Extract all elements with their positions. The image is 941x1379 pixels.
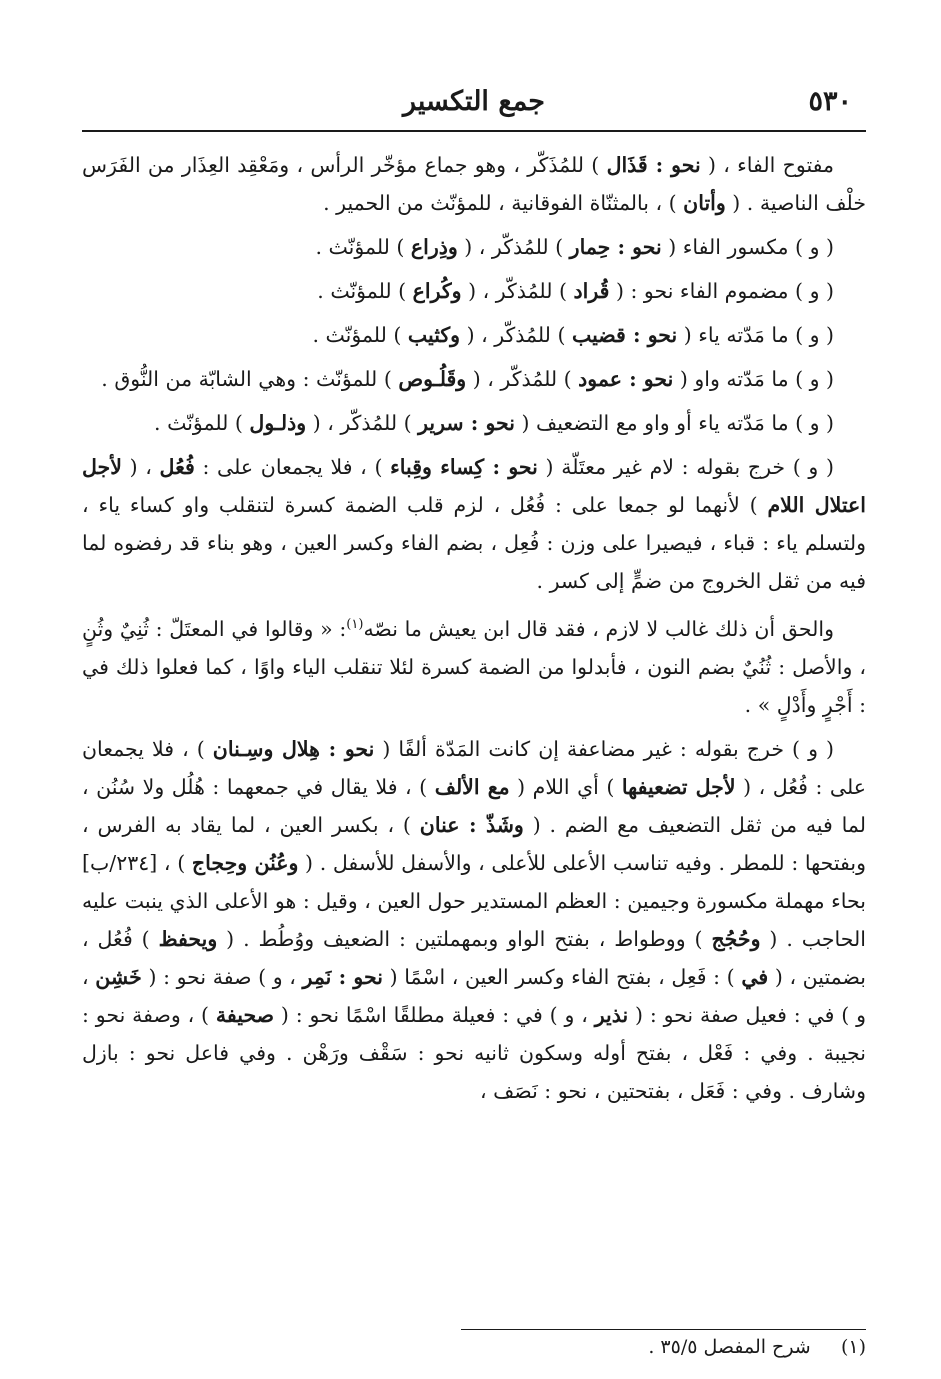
text-run: ( و ) خرج بقوله : غير مضاعفة إن كانت المَدّة ألفًا ( xyxy=(374,736,835,761)
paragraph xyxy=(82,316,866,354)
text-run: ) للمؤنّث . xyxy=(154,411,250,435)
paragraph xyxy=(82,228,866,266)
bold-text: نحو : هِلال وسِـنان xyxy=(212,736,375,761)
text-run: ( و ) ما مَدّته واو ( xyxy=(673,367,834,391)
bold-text: نذير xyxy=(594,1002,629,1027)
bold-text: في xyxy=(741,964,769,989)
text-run: ) أي اللام ( xyxy=(509,774,622,799)
bold-text: نحو : عمود xyxy=(578,367,674,391)
bold-text: ويحفظ xyxy=(158,926,218,951)
paragraph xyxy=(82,272,866,310)
text-run: ) ، فلا يقال في جمعهما : هُلُل ولا سُنُن ، لما فيه من ثقل التضعيف مع الضم . ( xyxy=(82,774,866,837)
text-run: ) للمُذكّر ، ( xyxy=(466,367,579,391)
bold-text: نحو : حِمار xyxy=(569,235,662,259)
paragraph xyxy=(82,448,866,600)
paragraph xyxy=(82,360,866,398)
text-run: ) للمُذكّر ، ( xyxy=(460,323,572,347)
text-run: ) للمُذكّر ، ( xyxy=(457,235,570,259)
text-run: ) لأنهما لو جمعا على : فُعُل ، لزم قلب الضمة كسرة لتنقلب واو كساء ياء ، ولتسلم ياء : قباء ، فيصيرا على وزن : فُعِل ، بضم الفاء وكسر العين ، وهو بناء قد رفضوه لما فيه من ثقل الخروج من ضمٍّ إلى كسر . xyxy=(82,493,866,593)
text-run: ) للمُذكّر ، ( xyxy=(306,411,419,435)
bold-text: وحُجُج xyxy=(711,926,761,951)
bold-text: فُعُل xyxy=(159,455,195,479)
text-run: ( و ) خرج بقوله : لام غير معتَلّة ( xyxy=(537,455,834,479)
text-run: ، و ) في : فعيل صفة نحو : ( xyxy=(82,964,866,1027)
text-run: ) فُعُل ، بضمتين ، ( xyxy=(82,926,866,989)
bold-text: نحو : قضيب xyxy=(571,323,678,347)
footnote xyxy=(82,1336,866,1358)
text-run: ) : فَعِل ، بفتح الفاء وكسر العين ، اسْمًا ( xyxy=(382,964,742,989)
text-run: ) للمؤنّث . xyxy=(312,323,408,347)
bold-text: نحو : كِساء وقِباء xyxy=(390,455,538,479)
paragraph xyxy=(82,146,866,222)
text-run: : « وقالوا في المعتَلّ : ثُنِيٌ وثُنٍ ، والأصل : ثُنُيٌ بضم النون ، فأبدلوا من الضمة كسرة لئلا تنقلب الياء واوًا ، كما فعلوا ذلك في : أَجْرٍ وأَدْلٍ » . xyxy=(82,616,866,717)
bold-text: وقَلُـوص xyxy=(398,367,467,391)
text-run: ) ، بكسر العين ، لما يقاد به الفرس ، وبفتحها : للمطر . وفيه تناسب الأعلى للأعلى ، والأسفل للأسفل . ( xyxy=(82,812,867,875)
page-header xyxy=(82,82,866,132)
document-page xyxy=(82,82,867,1358)
text-run: ) ، بالمثنّاة الفوقانية ، للمؤنّث من الحمير . xyxy=(323,191,684,215)
text-run: ( و ) مضموم الفاء نحو : ( xyxy=(609,279,834,303)
text-run: ، و ) صفة نحو : ( xyxy=(141,964,303,989)
bold-text: وذِراع xyxy=(410,235,458,259)
paragraph xyxy=(82,730,866,1110)
bold-text: وأتان xyxy=(683,191,726,215)
bold-text: وعُنُن وحِجاج xyxy=(191,850,299,875)
footnote-rule xyxy=(461,1329,866,1330)
text-run: ( و ) ما مَدّته ياء ( xyxy=(677,323,834,347)
main-text xyxy=(82,146,866,1110)
bold-text: وذلـول xyxy=(249,411,307,435)
text-run: ) ، فلا يجمعان على : xyxy=(194,455,391,479)
bold-text: وكثيب xyxy=(407,323,461,347)
text-run: ( و ) ما مَدّته ياء أو واو مع التضعيف ( xyxy=(514,411,834,435)
footnote-ref: (١) xyxy=(346,617,364,632)
bold-text: نحو : نَمِر xyxy=(302,964,383,989)
text-run: ) للمُذَكّر ، وهو جماع مؤخّر الرأس ، ومَعْقِد العِذَار من الفَرَس خلْف الناصية . ( xyxy=(82,153,866,215)
bold-text: وشَذّ : عنان xyxy=(419,812,524,837)
text-run: ) للمؤنّث . xyxy=(317,279,413,303)
footnote-marker: (١) xyxy=(840,1336,866,1358)
text-run: ( و ) مكسور الفاء ( xyxy=(661,235,834,259)
running-title: جمع التكسير xyxy=(403,86,545,117)
text-run: ، ( xyxy=(121,455,160,479)
bold-text: نحو : سرير xyxy=(418,411,515,435)
text-run: ) للمؤنّث : وهي الشابّة من النُّوق . xyxy=(101,367,399,391)
bold-text: قُراد xyxy=(573,279,610,303)
paragraph xyxy=(82,606,866,724)
bold-text: لأجل اعتلال اللام xyxy=(82,455,866,517)
bold-text: نحو : قَذَال xyxy=(606,153,701,177)
text-run: ، و ) في : فعيلة مطلقًا اسْمًا نحو : ( xyxy=(274,1002,595,1027)
bold-text: صحيفة xyxy=(215,1002,275,1027)
text-run: ) ، [٢٣٤/ب] بحاء مهملة مكسورة وجيمين : العظم المستدير حول العين ، وقيل : هو الأعلى الذي ينبت عليه الحاجب . ( xyxy=(82,850,866,951)
text-run: ) للمُذكّر ، ( xyxy=(461,279,574,303)
text-run: والحق أن ذلك غالب لا لازم ، فقد قال ابن يعيش ما نصّه xyxy=(363,616,834,641)
text-run: ) للمؤنّث . xyxy=(315,235,411,259)
paragraph xyxy=(82,404,866,442)
text-run: ) ووطواط ، بفتح الواو وبمهملتين : الضعيف ووُطُط . ( xyxy=(217,926,712,951)
text-run: ) ، وصفة نحو : نجيبة . وفي : فَعْل ، بفتح أوله وسكون ثانيه نحو : سَقْف ورَهْن . وفي فاعل نحو : بازل وشارف . وفي : فَعَل ، بفتحتين ، نحو : نَصَف ، xyxy=(82,1002,866,1103)
page-number: ٥٣٠ xyxy=(808,86,852,117)
text-run: ) ، فلا يجمعان على : فُعُل ، ( xyxy=(82,736,867,799)
bold-text: خَشِن xyxy=(95,964,142,989)
bold-text: لأجل تضعيفها xyxy=(621,774,736,799)
footnote-text: شرح المفصل ٣٥/٥ . xyxy=(648,1336,811,1358)
bold-text: مع الألف xyxy=(434,774,510,799)
bold-text: وكُراع xyxy=(412,279,462,303)
text-run: مفتوح الفاء ، ( xyxy=(700,153,834,177)
